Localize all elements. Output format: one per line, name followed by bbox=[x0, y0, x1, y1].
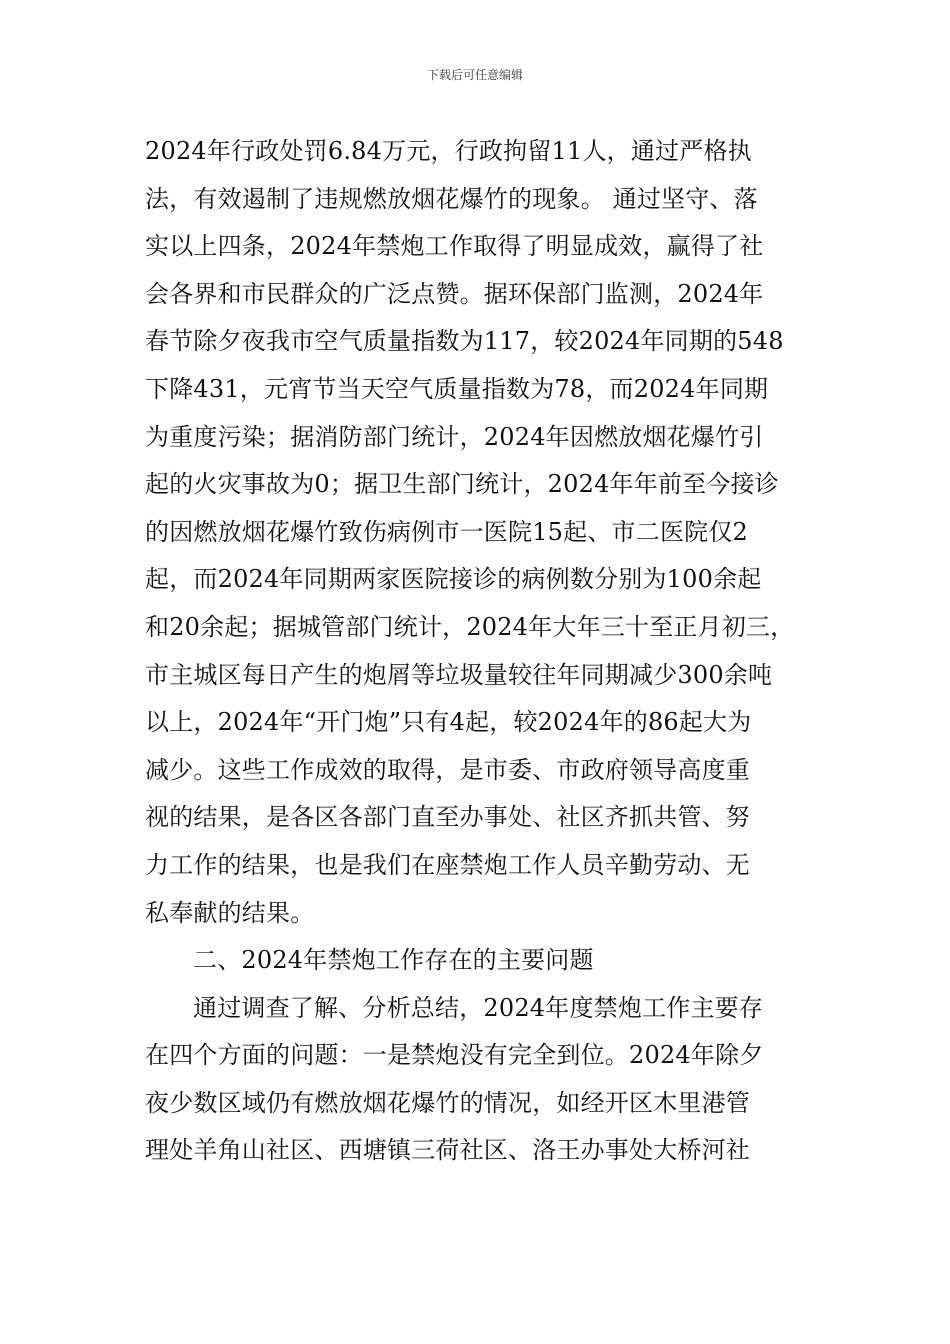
text-line: 为重度污染；据消防部门统计，2024年因燃放烟花爆竹引 bbox=[145, 422, 764, 451]
text-line: 私奉献的结果。 bbox=[145, 898, 315, 927]
text-line: 减少。这些工作成效的取得，是市委、市政府领导高度重 bbox=[145, 755, 750, 784]
document-body bbox=[145, 128, 835, 1175]
text-line: 力工作的结果，也是我们在座禁炮工作人员辛勤劳动、无 bbox=[145, 850, 750, 879]
text-line: 理处羊角山社区、西塘镇三荷社区、洛王办事处大桥河社 bbox=[145, 1136, 750, 1165]
text-line: 法，有效遏制了违规燃放烟花爆竹的现象。 通过坚守、落 bbox=[145, 184, 758, 213]
text-line: 起，而2024年同期两家医院接诊的病例数分别为100余起 bbox=[145, 565, 762, 594]
paragraph bbox=[145, 128, 835, 937]
text-line: 市主城区每日产生的炮屑等垃圾量较往年同期减少300余吨 bbox=[145, 660, 773, 689]
text-line: 视的结果，是各区各部门直至办事处、社区齐抓共管、努 bbox=[145, 803, 750, 832]
page-header: 下载后可任意编辑 bbox=[426, 68, 523, 82]
text-line: 实以上四条，2024年禁炮工作取得了明显成效，赢得了社 bbox=[145, 232, 764, 261]
text-line: 下降431，元宵节当天空气质量指数为78，而2024年同期 bbox=[145, 374, 769, 403]
section-heading bbox=[145, 937, 835, 985]
paragraph bbox=[145, 985, 835, 1033]
paragraph bbox=[145, 1032, 835, 1175]
text-line: 在四个方面的问题：一是禁炮没有完全到位。2024年除夕 bbox=[145, 1041, 764, 1070]
text-line: 2024年行政处罚6.84万元，行政拘留11人，通过严格执 bbox=[145, 137, 752, 165]
text-line: 通过调查了解、分析总结，2024年度禁炮工作主要存 bbox=[193, 993, 764, 1022]
text-line: 的因燃放烟花爆竹致伤病例市一医院15起、市二医院仅2 bbox=[145, 517, 749, 546]
text-line: 会各界和市民群众的广泛点赞。据环保部门监测，2024年 bbox=[145, 279, 764, 308]
text-line: 春节除夕夜我市空气质量指数为117，较2024年同期的548 bbox=[145, 327, 784, 356]
text-line: 以上，2024年“开门炮”只有4起，较2024年的86起大为 bbox=[145, 708, 752, 737]
text-line: 夜少数区域仍有燃放烟花爆竹的情况，如经开区木里港管 bbox=[145, 1088, 750, 1117]
text-line: 和20余起；据城管部门统计，2024年大年三十至正月初三， bbox=[145, 612, 795, 641]
text-line: 起的火灾事故为0；据卫生部门统计，2024年年前至今接诊 bbox=[145, 470, 779, 499]
section-heading-text: 二、2024年禁炮工作存在的主要问题 bbox=[193, 946, 594, 975]
